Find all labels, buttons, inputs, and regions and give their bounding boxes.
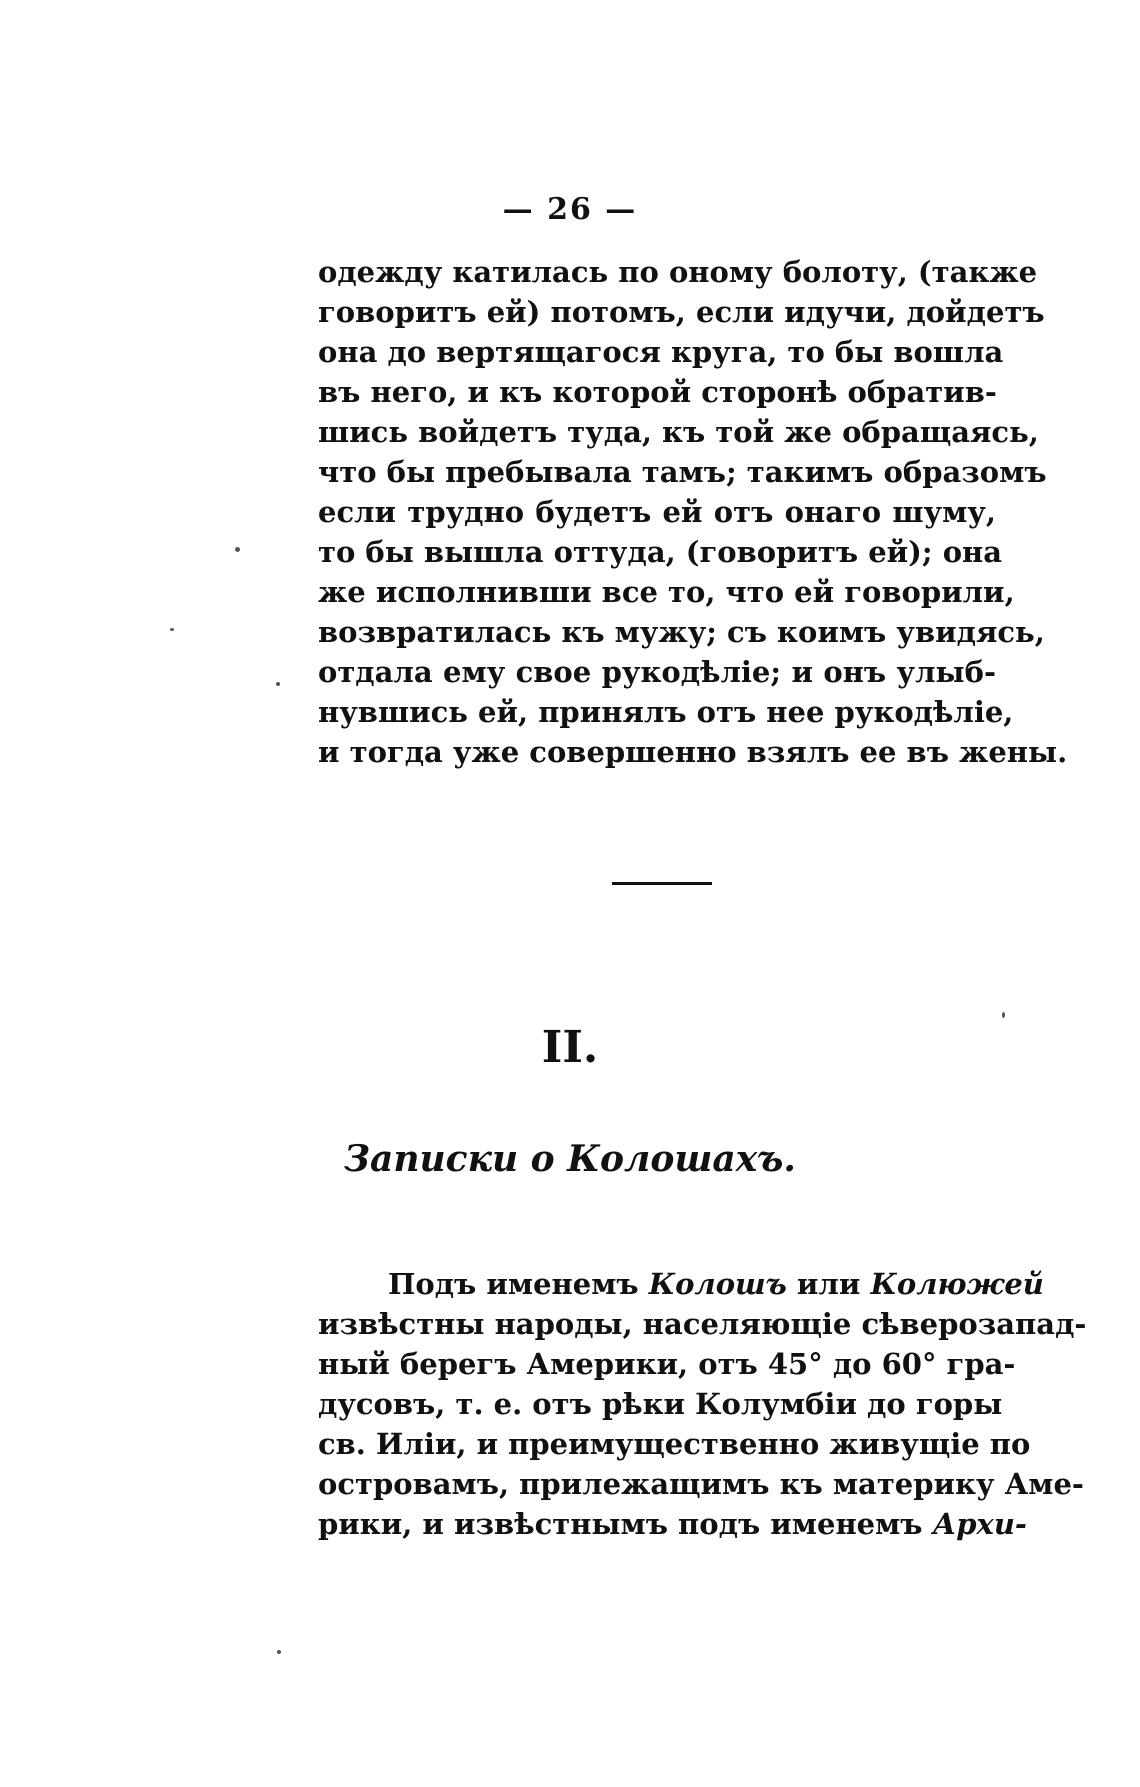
section-divider [612, 882, 712, 885]
text-line: то бы вышла оттуда, (говоритъ ей); она [318, 535, 1003, 569]
italic-term: Колюжей [870, 1267, 1044, 1301]
text-line: ный берегъ Америки, отъ 45° до 60° гра- [318, 1347, 1016, 1381]
text-fragment: или [786, 1267, 871, 1301]
paragraph-section-start [318, 1264, 1087, 1544]
text-line: островамъ, прилежащимъ къ материку Аме- [318, 1467, 1084, 1501]
text-fragment: Подъ именемъ [388, 1267, 649, 1301]
text-line: и тогда уже совершенно взялъ ее въ жены. [318, 735, 1068, 769]
print-speck [277, 1650, 281, 1654]
text-line: св. Иліи, и преимущественно живущіе по [318, 1427, 1031, 1461]
text-line: въ него, и къ которой сторонѣ обратив- [318, 375, 997, 409]
text-line: говоритъ ей) потомъ, если идучи, дойдетъ [318, 295, 1045, 329]
text-line: нувшись ей, принялъ отъ нее рукодѣліе, [318, 695, 1014, 729]
page-number: — 26 — [502, 192, 638, 227]
text-line [318, 1504, 1027, 1544]
text-fragment: рики, и извѣстнымъ подъ именемъ [318, 1507, 933, 1541]
print-speck [235, 547, 240, 552]
print-speck [1002, 1012, 1005, 1018]
italic-term: Архи- [932, 1507, 1027, 1541]
text-line: отдала ему свое рукодѣліе; и онъ улыб- [318, 655, 996, 689]
text-line: дусовъ, т. е. отъ рѣки Колумбіи до горы [318, 1387, 1003, 1421]
text-line: возвратилась къ мужу; съ коимъ увидясь, [318, 615, 1045, 649]
text-line: шись войдетъ туда, къ той же обращаясь, [318, 415, 1039, 449]
text-line [318, 1264, 1044, 1304]
section-number: II. [541, 1022, 599, 1073]
print-speck [170, 628, 174, 631]
print-speck [276, 682, 280, 686]
section-title: Записки о Колошахъ. [344, 1138, 796, 1180]
text-line: что бы пребывала тамъ; такимъ образомъ [318, 455, 1047, 489]
paragraph-continued [318, 252, 1068, 772]
text-line: если трудно будетъ ей отъ онаго шуму, [318, 495, 996, 529]
text-line: же исполнивши все то, что ей говорили, [318, 575, 1015, 609]
italic-term: Колошъ [648, 1267, 787, 1301]
text-line: она до вертящагося круга, то бы вошла [318, 335, 1004, 369]
text-line: извѣстны народы, населяющіе сѣверозапад- [318, 1307, 1087, 1341]
text-line: одежду катилась по оному болоту, (также [318, 255, 1038, 289]
